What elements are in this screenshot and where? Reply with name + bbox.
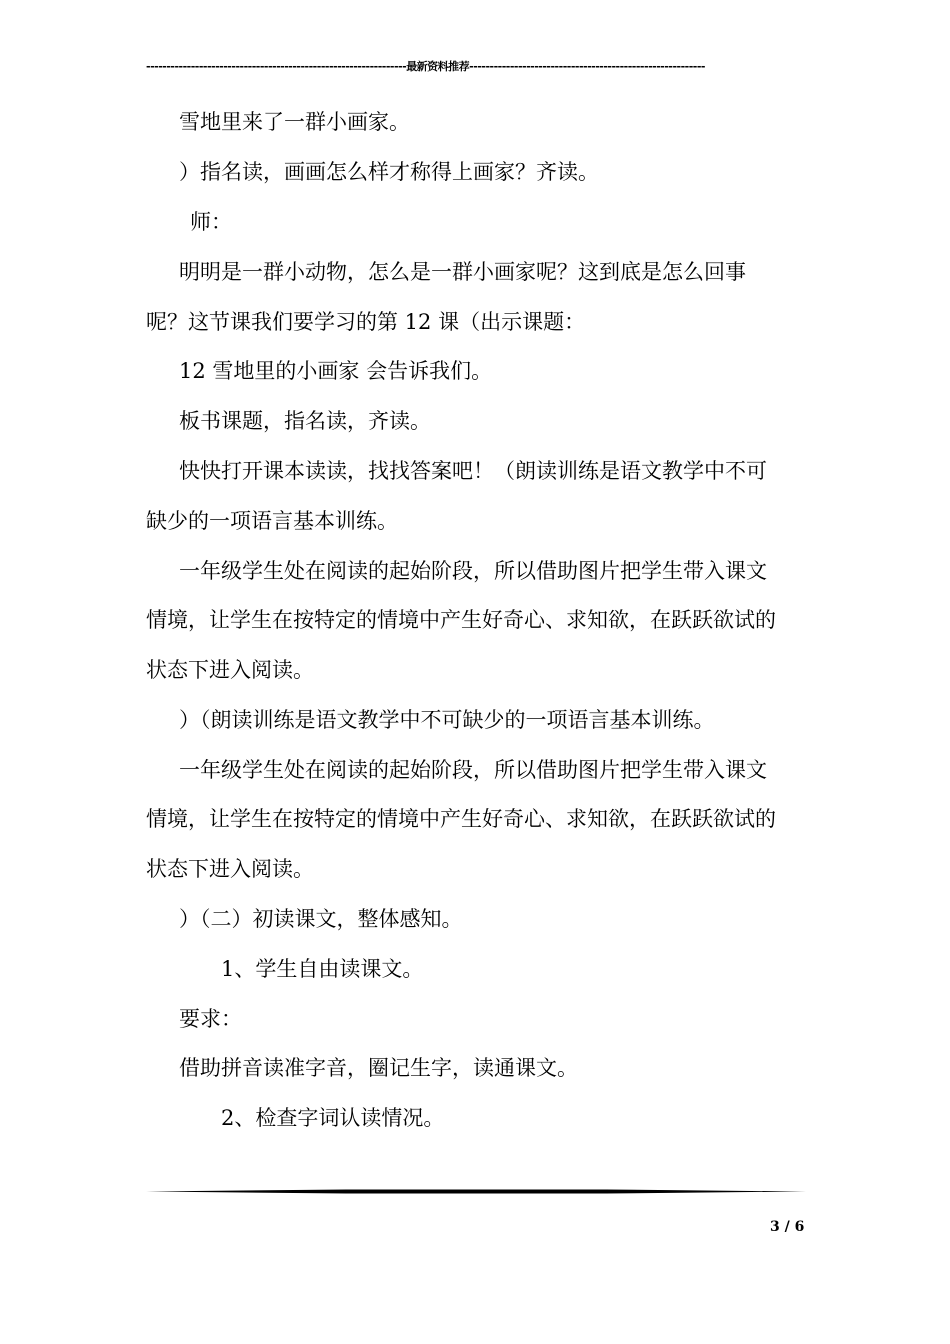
paragraph: 雪地里来了一群小画家。 (179, 110, 410, 134)
paragraph: 状态下进入阅读。 (146, 658, 314, 682)
paragraph: 情境，让学生在按特定的情境中产生好奇心、求知欲，在跃跃欲试的 (146, 807, 776, 831)
paragraph: 状态下进入阅读。 (146, 857, 314, 881)
paragraph: 2、检查字词认读情况。 (221, 1106, 445, 1130)
paragraph: ）指名读，画画怎么样才称得上画家？齐读。 (179, 160, 599, 184)
paragraph: 1、学生自由读课文。 (221, 957, 424, 981)
paragraph: 板书课题，指名读，齐读。 (179, 409, 431, 433)
paragraph: 12 雪地里的小画家 会告诉我们。 (179, 359, 493, 383)
paragraph: 要求： (179, 1007, 242, 1031)
page-number: 3 / 6 (770, 1219, 805, 1235)
paragraph: 快快打开课本读读，找找答案吧！（朗读训练是语文教学中不可 (179, 459, 767, 483)
paragraph: 明明是一群小动物，怎么是一群小画家呢？这到底是怎么回事 (179, 260, 746, 284)
paragraph: 情境，让学生在按特定的情境中产生好奇心、求知欲，在跃跃欲试的 (146, 608, 776, 632)
paragraph: ）（朗读训练是语文教学中不可缺少的一项语言基本训练。 (179, 708, 715, 732)
paragraph: 借助拼音读准字音，圈记生字，读通课文。 (179, 1056, 578, 1080)
page-header: ----------------------------------------------------------------最新资料推荐---------------------------------------------------------- (146, 60, 705, 73)
paragraph: 师： (190, 210, 232, 234)
paragraph: 一年级学生处在阅读的起始阶段，所以借助图片把学生带入课文 (179, 559, 767, 583)
paragraph: 呢？这节课我们要学习的第 12 课（出示课题： (146, 310, 586, 334)
paragraph: ）（二）初读课文，整体感知。 (179, 907, 463, 931)
paragraph: 一年级学生处在阅读的起始阶段，所以借助图片把学生带入课文 (179, 758, 767, 782)
paragraph: 缺少的一项语言基本训练。 (146, 509, 398, 533)
footer-divider (146, 1189, 806, 1194)
